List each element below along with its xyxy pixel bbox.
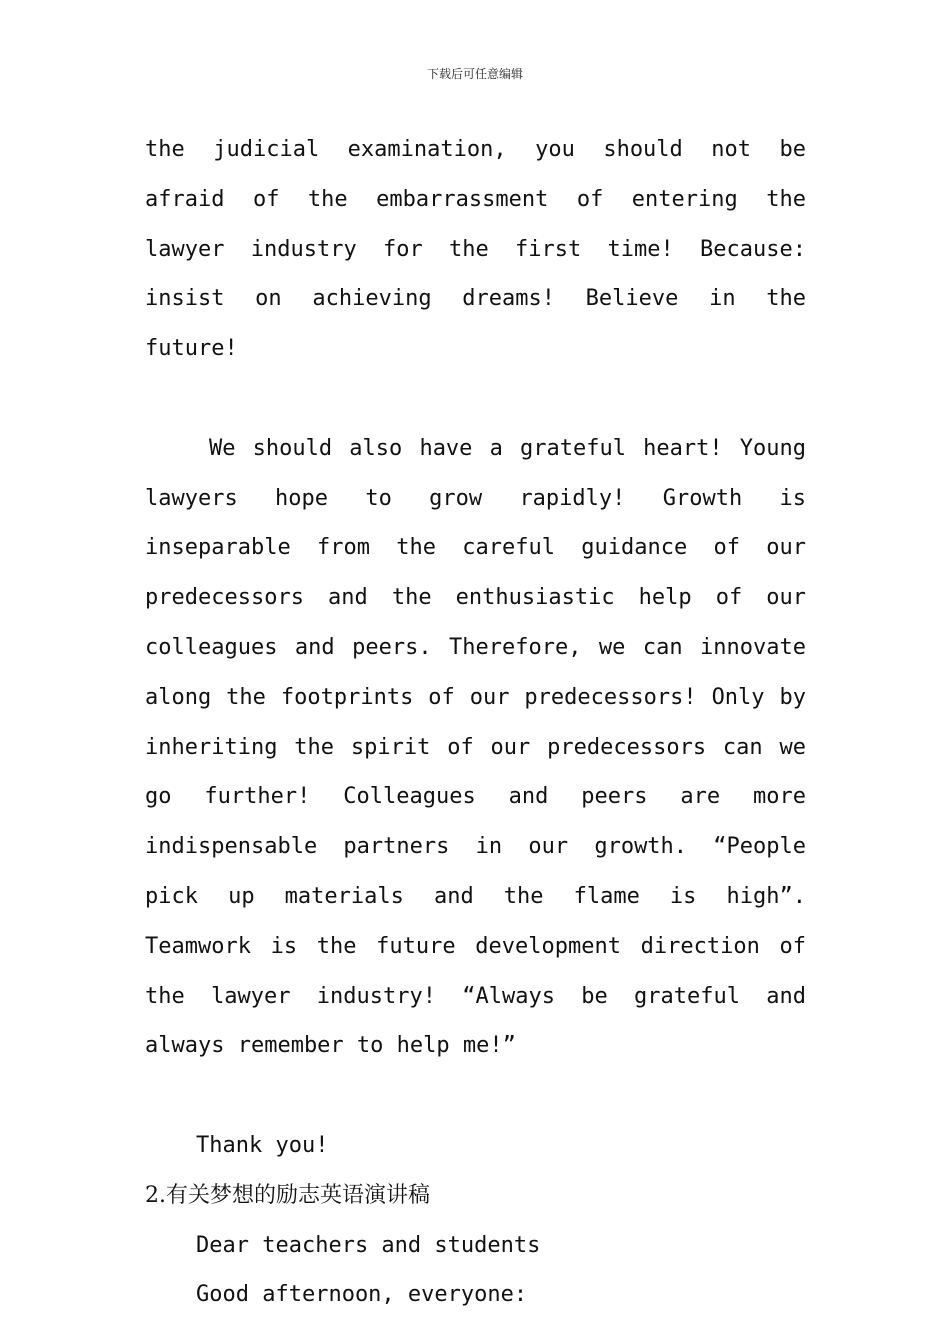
page-header: 下载后可任意编辑 [426, 67, 523, 81]
section-heading: 2.有关梦想的励志英语演讲稿 [145, 1182, 430, 1208]
closing-line: Thank you! [196, 1132, 329, 1158]
greeting-line: Good afternoon, everyone: [196, 1282, 528, 1308]
paragraph-spacer [145, 1071, 806, 1121]
document-body [145, 125, 806, 1320]
salutation-line: Dear teachers and students [196, 1232, 541, 1258]
paragraph-spacer [145, 374, 806, 424]
body-paragraph: We should also have a grateful heart! Young lawyers hope to grow rapidly! Growth is inseparable from the careful guidance of our predecessors and the enthusiastic help of our colleagues and peers. Therefore, we can innovate along the footprints of our predecessors! Only by inheriting the spirit of our predecessors can we go further! Colleagues and peers are more indispensable partners in our growth. “People pick up materials and the flame is high”. Teamwork is the future development direction of the lawyer industry! “Always be grateful and always remember to help me!” [145, 435, 806, 1059]
body-paragraph: the judicial examination, you should not be afraid of the embarrassment of entering the lawyer industry for the first time! Because: insist on achieving dreams! Believe in the future! [145, 137, 806, 362]
